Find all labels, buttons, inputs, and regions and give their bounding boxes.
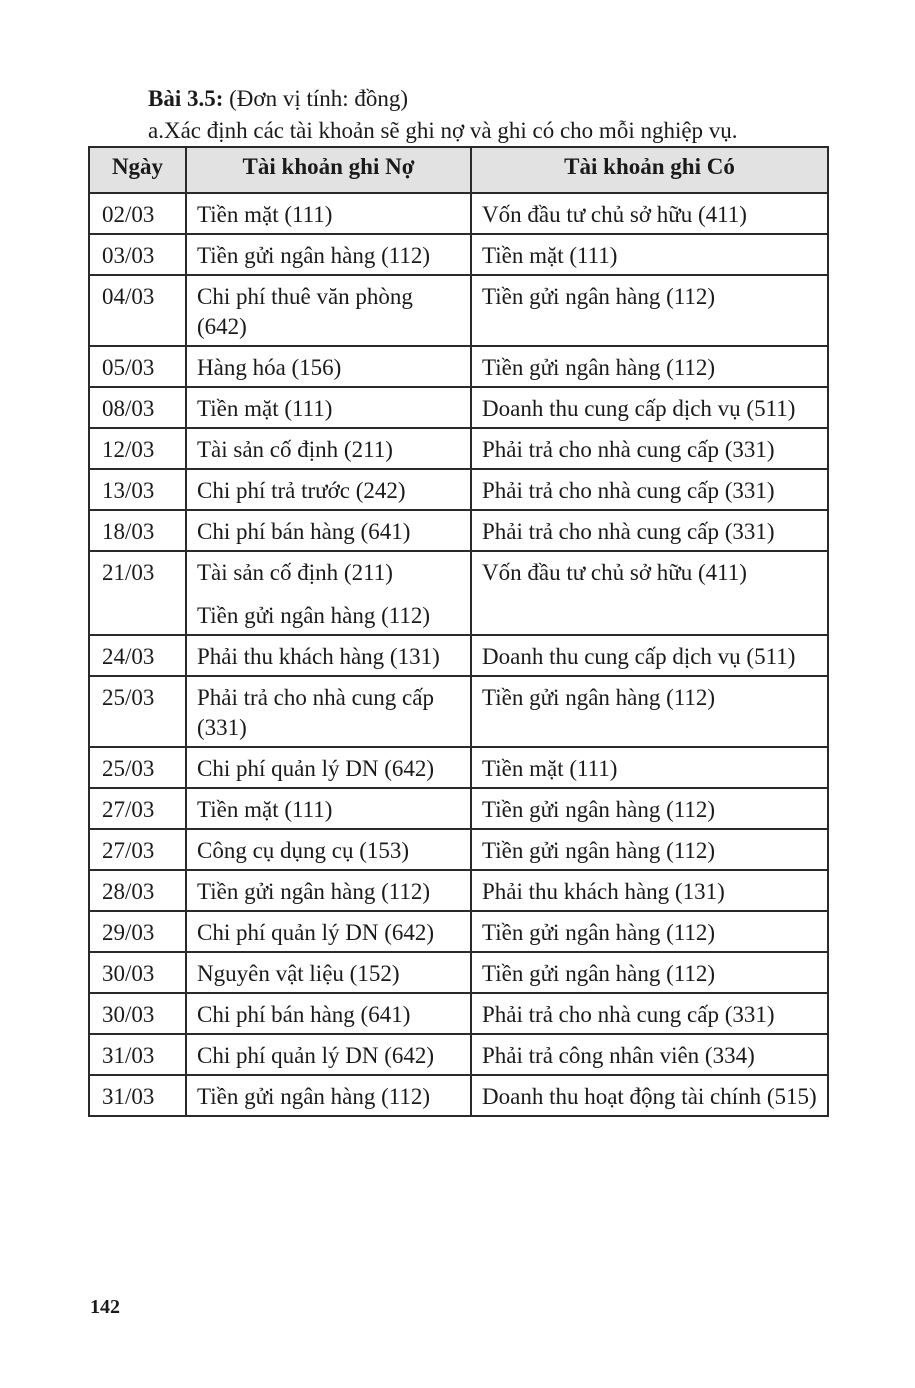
row-debit: Tiền mặt (111) bbox=[186, 193, 471, 234]
row-debit: Chi phí trả trước (242) bbox=[186, 469, 471, 510]
header-date: Ngày bbox=[89, 147, 186, 193]
row-credit: Tiền gửi ngân hàng (112) bbox=[471, 952, 828, 993]
row-debit: Chi phí thuê văn phòng (642) bbox=[186, 275, 471, 346]
row-debit: Tài sản cố định (211) bbox=[186, 428, 471, 469]
row-debit: Chi phí quản lý DN (642) bbox=[186, 1034, 471, 1075]
row-date: 25/03 bbox=[89, 676, 186, 747]
row-credit: Phải trả cho nhà cung cấp (331) bbox=[471, 510, 828, 551]
row-credit: Tiền gửi ngân hàng (112) bbox=[471, 829, 828, 870]
row-debit: Nguyên vật liệu (152) bbox=[186, 952, 471, 993]
exercise-label: Bài 3.5: bbox=[148, 86, 224, 111]
table-row bbox=[89, 469, 828, 510]
row-credit: Tiền gửi ngân hàng (112) bbox=[471, 275, 828, 346]
row-debit: Tiền mặt (111) bbox=[186, 387, 471, 428]
journal-table bbox=[88, 146, 829, 1117]
row-date: 28/03 bbox=[89, 870, 186, 911]
row-credit: Phải trả cho nhà cung cấp (331) bbox=[471, 469, 828, 510]
table-row bbox=[89, 234, 828, 275]
row-debit-line: Tiền gửi ngân hàng (112) bbox=[197, 603, 431, 628]
row-debit: Chi phí quản lý DN (642) bbox=[186, 747, 471, 788]
row-date: 18/03 bbox=[89, 510, 186, 551]
row-date: 24/03 bbox=[89, 635, 186, 676]
header-debit: Tài khoản ghi Nợ bbox=[186, 147, 471, 193]
exercise-heading bbox=[148, 84, 408, 114]
table-row bbox=[89, 788, 828, 829]
table-row bbox=[89, 193, 828, 234]
row-date: 30/03 bbox=[89, 952, 186, 993]
row-debit-line: Tài sản cố định (211) bbox=[197, 560, 393, 585]
row-date: 30/03 bbox=[89, 993, 186, 1034]
row-credit: Doanh thu cung cấp dịch vụ (511) bbox=[471, 635, 828, 676]
row-debit: Phải thu khách hàng (131) bbox=[186, 635, 471, 676]
row-date: 02/03 bbox=[89, 193, 186, 234]
row-date: 21/03 bbox=[89, 551, 186, 635]
row-date: 04/03 bbox=[89, 275, 186, 346]
row-debit: Tiền gửi ngân hàng (112) bbox=[186, 234, 471, 275]
row-debit: Chi phí bán hàng (641) bbox=[186, 993, 471, 1034]
row-debit: Chi phí quản lý DN (642) bbox=[186, 911, 471, 952]
exercise-task: a.Xác định các tài khoản sẽ ghi nợ và ghi có cho mỗi nghiệp vụ. bbox=[148, 118, 738, 143]
row-date: 31/03 bbox=[89, 1034, 186, 1075]
unit-note: (Đơn vị tính: đồng) bbox=[229, 86, 409, 111]
row-date: 05/03 bbox=[89, 346, 186, 387]
page-number: 142 bbox=[90, 1296, 120, 1318]
table-row bbox=[89, 510, 828, 551]
table-row bbox=[89, 829, 828, 870]
table-header-row bbox=[89, 147, 828, 193]
row-date: 13/03 bbox=[89, 469, 186, 510]
row-credit: Phải trả công nhân viên (334) bbox=[471, 1034, 828, 1075]
table-row bbox=[89, 747, 828, 788]
row-credit: Phải trả cho nhà cung cấp (331) bbox=[471, 993, 828, 1034]
table-row bbox=[89, 676, 828, 747]
row-debit: Chi phí bán hàng (641) bbox=[186, 510, 471, 551]
row-debit: Hàng hóa (156) bbox=[186, 346, 471, 387]
row-date: 08/03 bbox=[89, 387, 186, 428]
row-date: 25/03 bbox=[89, 747, 186, 788]
row-debit: Tiền gửi ngân hàng (112) bbox=[186, 870, 471, 911]
row-date: 27/03 bbox=[89, 788, 186, 829]
table-row bbox=[89, 275, 828, 346]
row-debit bbox=[186, 551, 471, 635]
table-row bbox=[89, 551, 828, 635]
row-credit: Doanh thu cung cấp dịch vụ (511) bbox=[471, 387, 828, 428]
row-credit: Tiền gửi ngân hàng (112) bbox=[471, 346, 828, 387]
row-credit: Tiền gửi ngân hàng (112) bbox=[471, 911, 828, 952]
row-date: 27/03 bbox=[89, 829, 186, 870]
row-debit: Tiền mặt (111) bbox=[186, 788, 471, 829]
row-date: 29/03 bbox=[89, 911, 186, 952]
row-credit: Tiền mặt (111) bbox=[471, 234, 828, 275]
table-row bbox=[89, 870, 828, 911]
row-credit: Vốn đầu tư chủ sở hữu (411) bbox=[471, 193, 828, 234]
table-row bbox=[89, 952, 828, 993]
row-credit: Phải thu khách hàng (131) bbox=[471, 870, 828, 911]
table-row bbox=[89, 346, 828, 387]
row-debit: Tiền gửi ngân hàng (112) bbox=[186, 1075, 471, 1116]
row-credit: Tiền gửi ngân hàng (112) bbox=[471, 676, 828, 747]
row-date: 12/03 bbox=[89, 428, 186, 469]
table-row bbox=[89, 911, 828, 952]
row-credit: Doanh thu hoạt động tài chính (515) bbox=[471, 1075, 828, 1116]
table-row bbox=[89, 1034, 828, 1075]
row-credit: Tiền gửi ngân hàng (112) bbox=[471, 788, 828, 829]
row-debit: Công cụ dụng cụ (153) bbox=[186, 829, 471, 870]
row-debit: Phải trả cho nhà cung cấp (331) bbox=[186, 676, 471, 747]
header-credit: Tài khoản ghi Có bbox=[471, 147, 828, 193]
row-credit: Vốn đầu tư chủ sở hữu (411) bbox=[471, 551, 828, 635]
row-date: 03/03 bbox=[89, 234, 186, 275]
table-row bbox=[89, 428, 828, 469]
row-credit: Phải trả cho nhà cung cấp (331) bbox=[471, 428, 828, 469]
table-row bbox=[89, 635, 828, 676]
row-credit: Tiền mặt (111) bbox=[471, 747, 828, 788]
table-row bbox=[89, 1075, 828, 1116]
row-date: 31/03 bbox=[89, 1075, 186, 1116]
table-row bbox=[89, 993, 828, 1034]
table-row bbox=[89, 387, 828, 428]
